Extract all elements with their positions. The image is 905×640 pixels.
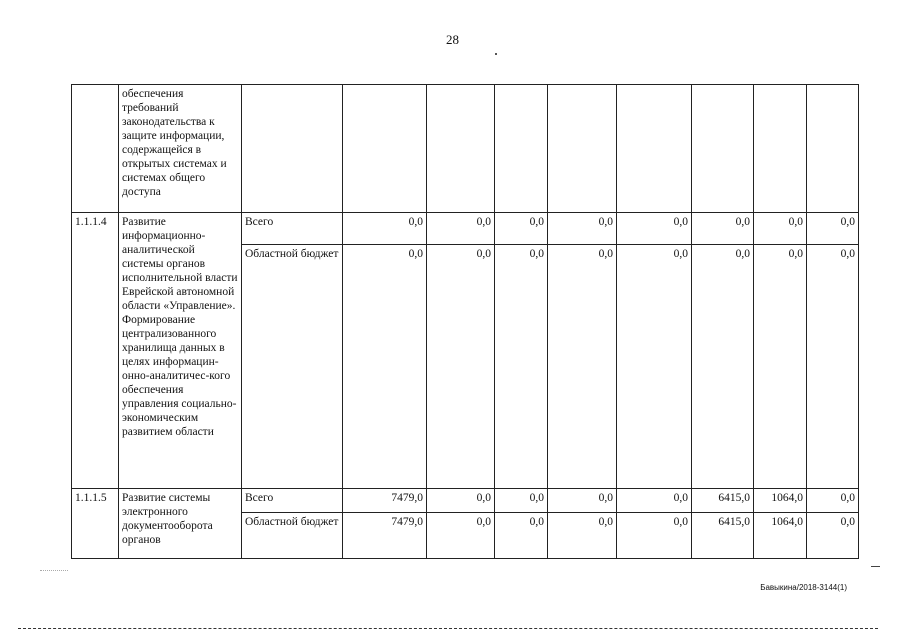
margin-mark (40, 570, 68, 571)
row-code: 1.1.1.4 (72, 213, 119, 489)
empty-cell (242, 85, 343, 213)
table-row-1115-total (72, 489, 859, 513)
value-cell: 0,0 (617, 513, 692, 559)
value-cell: 0,0 (495, 489, 548, 513)
funding-label: Областной бюджет (242, 245, 343, 489)
row-name: Развитие системы электронного документооборота органов (119, 489, 242, 559)
row-name: обеспечения требований законодательства к защите информации, содержащейся в открытых системах и системах общего доступа (119, 85, 242, 213)
value-cell: 0,0 (754, 213, 807, 245)
value-cell: 0,0 (548, 489, 617, 513)
value-cell: 0,0 (548, 513, 617, 559)
value-cell: 0,0 (807, 513, 859, 559)
empty-cell (807, 85, 859, 213)
value-cell: 7479,0 (343, 489, 427, 513)
value-cell: 0,0 (427, 245, 495, 489)
value-cell: 6415,0 (692, 489, 754, 513)
value-cell: 6415,0 (692, 513, 754, 559)
value-cell: 0,0 (617, 489, 692, 513)
row-code (72, 85, 119, 213)
empty-cell (548, 85, 617, 213)
value-cell: 0,0 (343, 245, 427, 489)
row-name: Развитие информационно-аналитической системы органов исполнительной власти Еврейской автономной области «Управление». Формирование централизованного хранилища данных в целях информацин-онно-аналитичес-кого обеспечения управления социально-экономическим развитием области (119, 213, 242, 489)
value-cell: 0,0 (495, 513, 548, 559)
value-cell: 7479,0 (343, 513, 427, 559)
value-cell: 0,0 (692, 245, 754, 489)
value-cell: 0,0 (807, 213, 859, 245)
empty-cell (754, 85, 807, 213)
value-cell: 0,0 (427, 213, 495, 245)
funding-label: Всего (242, 489, 343, 513)
empty-cell (343, 85, 427, 213)
empty-cell (692, 85, 754, 213)
value-cell: 0,0 (343, 213, 427, 245)
value-cell: 1064,0 (754, 489, 807, 513)
value-cell: 0,0 (754, 245, 807, 489)
document-code: Бавыкина/2018-3144(1) (760, 583, 847, 592)
value-cell: 0,0 (427, 489, 495, 513)
cut-line (18, 628, 878, 629)
row-code: 1.1.1.5 (72, 489, 119, 559)
table-row-continuation (72, 85, 859, 213)
value-cell: 0,0 (548, 245, 617, 489)
page-number: 28 (446, 32, 459, 47)
value-cell: 0,0 (617, 213, 692, 245)
margin-mark (871, 566, 880, 567)
scan-speck (495, 53, 497, 55)
value-cell: 0,0 (427, 513, 495, 559)
funding-label: Всего (242, 213, 343, 245)
value-cell: 0,0 (495, 213, 548, 245)
table-row-1114-total (72, 213, 859, 245)
value-cell: 0,0 (807, 245, 859, 489)
value-cell: 0,0 (495, 245, 548, 489)
value-cell: 0,0 (548, 213, 617, 245)
value-cell: 1064,0 (754, 513, 807, 559)
value-cell: 0,0 (617, 245, 692, 489)
funding-label: Областной бюджет (242, 513, 343, 559)
value-cell: 0,0 (692, 213, 754, 245)
budget-table (71, 84, 859, 559)
value-cell: 0,0 (807, 489, 859, 513)
empty-cell (617, 85, 692, 213)
empty-cell (427, 85, 495, 213)
empty-cell (495, 85, 548, 213)
